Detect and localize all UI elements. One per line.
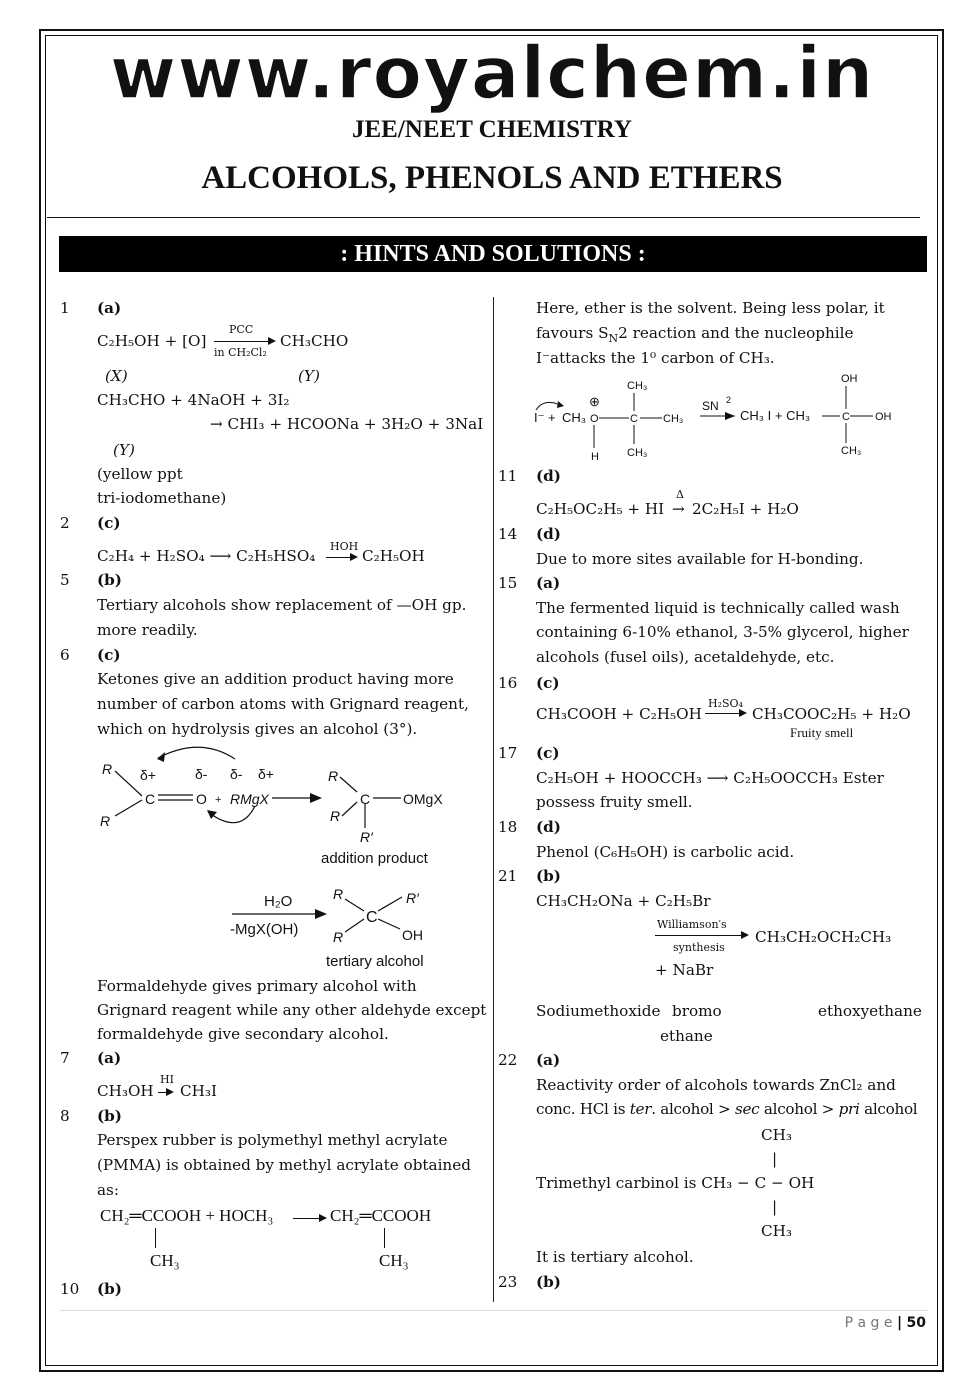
compound-name: ethoxyethane xyxy=(818,1002,922,1020)
text xyxy=(536,322,853,350)
hydroxyl-group: OH xyxy=(875,411,892,423)
page-number: 50 xyxy=(906,1315,926,1331)
r-group: R xyxy=(102,761,113,777)
partial-charge: δ- xyxy=(195,766,208,782)
methyl-group: CH₃ xyxy=(761,1126,792,1144)
question-number: 11 xyxy=(498,467,518,485)
equation: C₂H₅OH + HOOCCH₃ ⟶ C₂H₅OOCCH₃ Ester xyxy=(536,769,884,787)
footer-divider xyxy=(60,1310,928,1311)
compound-name: ethane xyxy=(660,1027,713,1045)
answer-option: (d) xyxy=(536,525,561,543)
positive-charge-icon: ⊕ xyxy=(589,394,600,409)
arrow-icon xyxy=(326,557,356,558)
text: 2 reaction and the nucleophile xyxy=(618,324,854,342)
question-number: 10 xyxy=(60,1280,80,1298)
answer-option: (b) xyxy=(536,1273,561,1291)
equation: → CHI₃ + HCOONa + 3H₂O + 3NaI xyxy=(210,415,484,433)
arrow-label: 2 xyxy=(726,395,732,405)
partial-charge: δ- xyxy=(230,766,243,782)
text: I⁻attacks the 1⁰ carbon of CH₃. xyxy=(536,349,775,367)
equation: CH₂═CCOOH + HOCH₃ xyxy=(100,1206,274,1225)
plus-sign: + xyxy=(215,794,222,806)
watermark: www.royalchem.in xyxy=(109,31,875,115)
answer-option: (b) xyxy=(97,1280,122,1298)
sn2-mechanism-diagram xyxy=(530,370,930,465)
arrow-label: synthesis xyxy=(673,941,725,954)
subject-heading: JEE/NEET CHEMISTRY xyxy=(352,116,632,143)
question-number: 5 xyxy=(60,571,70,589)
answer-option: (a) xyxy=(536,574,561,592)
text: alcohol > xyxy=(759,1100,839,1118)
text: number of carbon atoms with Grignard reagent, xyxy=(97,695,469,713)
text: which on hydrolysis gives an alcohol (3°). xyxy=(97,720,418,738)
arrow-icon xyxy=(158,1092,172,1093)
header-divider xyxy=(47,217,920,218)
equation: + NaBr xyxy=(655,961,714,979)
text: tri-iodomethane) xyxy=(97,489,227,507)
question-number: 2 xyxy=(60,514,70,532)
r-group: R′ xyxy=(406,890,419,906)
text: Formaldehyde gives primary alcohol with xyxy=(97,977,417,995)
bond-line xyxy=(384,1228,385,1248)
arrow-label: H₂SO₄ xyxy=(708,697,743,710)
equation: CH₃CHO + 4NaOH + 3I₂ xyxy=(97,391,290,409)
equation: CH₃CH₂OCH₂CH₃ xyxy=(755,928,892,946)
bond-line: | xyxy=(772,1150,778,1168)
r-group: R xyxy=(330,808,341,824)
question-number: 14 xyxy=(498,525,518,543)
caption: addition product xyxy=(321,850,428,867)
partial-charge: δ+ xyxy=(140,767,156,783)
text: containing 6-10% ethanol, 3-5% glycerol, higher xyxy=(536,623,909,641)
r-group: R xyxy=(333,886,344,902)
hydroxyl-group: OH xyxy=(841,373,858,385)
equation: CH₃CHO xyxy=(280,332,349,350)
arrow-label: -MgX(OH) xyxy=(230,921,299,938)
arrow-label: in CH₂Cl₂ xyxy=(214,346,267,359)
text: more readily. xyxy=(97,621,198,639)
methyl-group: CH₃ xyxy=(379,1251,409,1270)
atom-carbon: C xyxy=(366,909,378,926)
arrow-label: HI xyxy=(160,1073,174,1086)
text: Perspex rubber is polymethyl methyl acrylate xyxy=(97,1131,448,1149)
question-number: 1 xyxy=(60,299,70,317)
question-number: 18 xyxy=(498,818,518,836)
group: OH xyxy=(402,927,423,943)
question-number: 22 xyxy=(498,1051,518,1069)
compound-name: Sodiumethoxide xyxy=(536,1002,661,1020)
methyl-group: CH₃ xyxy=(761,1222,792,1240)
text: formaldehyde give secondary alcohol. xyxy=(97,1025,389,1043)
text: conc. HCl is xyxy=(536,1100,630,1118)
question-number: 16 xyxy=(498,674,518,692)
caption: tertiary alcohol xyxy=(326,953,424,970)
methyl-group: CH₃ xyxy=(627,380,648,392)
bond-line: | xyxy=(772,1198,778,1216)
product: CH₃ I + CH₃ xyxy=(740,408,811,423)
partial-charge: δ+ xyxy=(258,766,274,782)
arrow-label: Williamson′s xyxy=(657,918,727,931)
equation: C₂H₅OC₂H₅ + HI xyxy=(536,500,665,518)
equation: C₂H₅OH xyxy=(362,547,425,565)
equation: C₂H₅OH + [O] xyxy=(97,332,207,350)
text: It is tertiary alcohol. xyxy=(536,1248,694,1266)
arrow-icon xyxy=(655,935,747,936)
separator: | xyxy=(896,1315,903,1331)
text: Phenol (C₆H₅OH) is carbolic acid. xyxy=(536,843,795,861)
text: alcohols (fusel oils), acetaldehyde, etc. xyxy=(536,648,835,666)
text: Reactivity order of alcohols towards ZnCl₂ and xyxy=(536,1076,896,1094)
r-group: R xyxy=(328,768,339,784)
question-number: 8 xyxy=(60,1107,70,1125)
compound-name: bromo xyxy=(672,1002,722,1020)
atom-carbon: C xyxy=(842,411,850,423)
arrow-icon: → xyxy=(672,500,685,518)
text: Due to more sites available for H-bonding. xyxy=(536,550,864,568)
column-divider xyxy=(493,297,494,1302)
label: (X) xyxy=(105,367,128,385)
question-number: 15 xyxy=(498,574,518,592)
atom-oxygen: O xyxy=(196,791,207,807)
text: (yellow ppt xyxy=(97,465,183,483)
equation: CH₂═CCOOH xyxy=(330,1206,432,1225)
atom-oxygen: O xyxy=(590,413,599,425)
question-number: 7 xyxy=(60,1049,70,1067)
text: Trimethyl carbinol is CH₃ − C − OH xyxy=(536,1174,815,1192)
iodide-ion: I⁻ xyxy=(534,410,545,425)
text: favours S xyxy=(536,324,609,342)
arrow-label: H₂O xyxy=(264,893,293,910)
subscript: N xyxy=(608,332,619,346)
group: OMgX xyxy=(403,791,443,807)
equation: C₂H₄ + H₂SO₄ ⟶ C₂H₅HSO₄ xyxy=(97,547,316,565)
text: . alcohol > xyxy=(651,1100,735,1118)
answer-option: (b) xyxy=(97,1107,122,1125)
arrow-label: Δ xyxy=(676,488,684,501)
arrow-icon xyxy=(705,713,745,714)
text: alcohol xyxy=(859,1100,918,1118)
answer-option: (c) xyxy=(536,674,560,692)
answer-option: (d) xyxy=(536,467,561,485)
text: pri xyxy=(838,1100,860,1118)
equation: CH₃CH₂ONa + C₂H₅Br xyxy=(536,892,711,910)
reagent: RMgX xyxy=(230,791,269,807)
equation: 2C₂H₅I + H₂O xyxy=(692,500,799,518)
question-number: 23 xyxy=(498,1273,518,1291)
section-banner: : HINTS AND SOLUTIONS : xyxy=(59,236,927,272)
answer-option: (c) xyxy=(97,646,121,664)
methyl-group: CH₃ xyxy=(562,410,587,425)
text: Ketones give an addition product having more xyxy=(97,670,454,688)
answer-option: (d) xyxy=(536,818,561,836)
methyl-group: CH₃ xyxy=(841,445,862,457)
annotation: Fruity smell xyxy=(790,725,854,740)
label: (Y) xyxy=(298,367,320,385)
answer-option: (a) xyxy=(536,1051,561,1069)
question-number: 17 xyxy=(498,744,518,762)
text: sec xyxy=(734,1100,760,1118)
text: The fermented liquid is technically called wash xyxy=(536,599,900,617)
equation: CH₃COOH + C₂H₅OH xyxy=(536,705,702,723)
atom-carbon: C xyxy=(360,791,371,807)
text: as: xyxy=(97,1181,119,1199)
question-number: 6 xyxy=(60,646,70,664)
text xyxy=(536,1098,917,1120)
atom-hydrogen: H xyxy=(591,451,599,463)
arrow-icon xyxy=(214,341,274,342)
answer-option: (c) xyxy=(536,744,560,762)
text: Grignard reagent while any other aldehyde except xyxy=(97,1001,487,1019)
grignard-mechanism-diagram xyxy=(90,746,460,972)
label: (Y) xyxy=(113,441,135,459)
question-number: 21 xyxy=(498,867,518,885)
page-label: P a g e xyxy=(844,1315,893,1331)
bond-line xyxy=(155,1228,156,1248)
arrow-icon xyxy=(293,1218,325,1219)
methyl-group: CH₃ xyxy=(627,447,648,459)
answer-option: (c) xyxy=(97,514,121,532)
plus-sign: + xyxy=(548,410,556,425)
answer-option: (a) xyxy=(97,1049,122,1067)
r-group: R xyxy=(333,929,344,945)
page-footer xyxy=(845,1315,926,1331)
methyl-group: CH₃ xyxy=(663,413,684,425)
arrow-label: SN xyxy=(702,399,719,413)
text: Tertiary alcohols show replacement of —OH gp. xyxy=(97,596,467,614)
methyl-group: CH₃ xyxy=(150,1251,180,1270)
text: (PMMA) is obtained by methyl acrylate obtained xyxy=(97,1156,471,1174)
r-group: R xyxy=(100,813,111,829)
answer-option: (b) xyxy=(536,867,561,885)
r-group: R′ xyxy=(360,829,373,845)
text: Here, ether is the solvent. Being less polar, it xyxy=(536,299,885,317)
answer-option: (b) xyxy=(97,571,122,589)
equation: CH₃OH xyxy=(97,1082,154,1100)
answer-option: (a) xyxy=(97,299,122,317)
text: possess fruity smell. xyxy=(536,793,693,811)
page-title: ALCOHOLS, PHENOLS AND ETHERS xyxy=(201,160,783,196)
arrow-label: HOH xyxy=(330,540,359,553)
atom-carbon: C xyxy=(630,413,638,425)
equation: CH₃I xyxy=(180,1082,217,1100)
arrow-label: PCC xyxy=(229,323,254,336)
text: ter xyxy=(629,1100,652,1118)
atom-carbon: C xyxy=(145,791,156,807)
equation: CH₃COOC₂H₅ + H₂O xyxy=(752,705,911,723)
